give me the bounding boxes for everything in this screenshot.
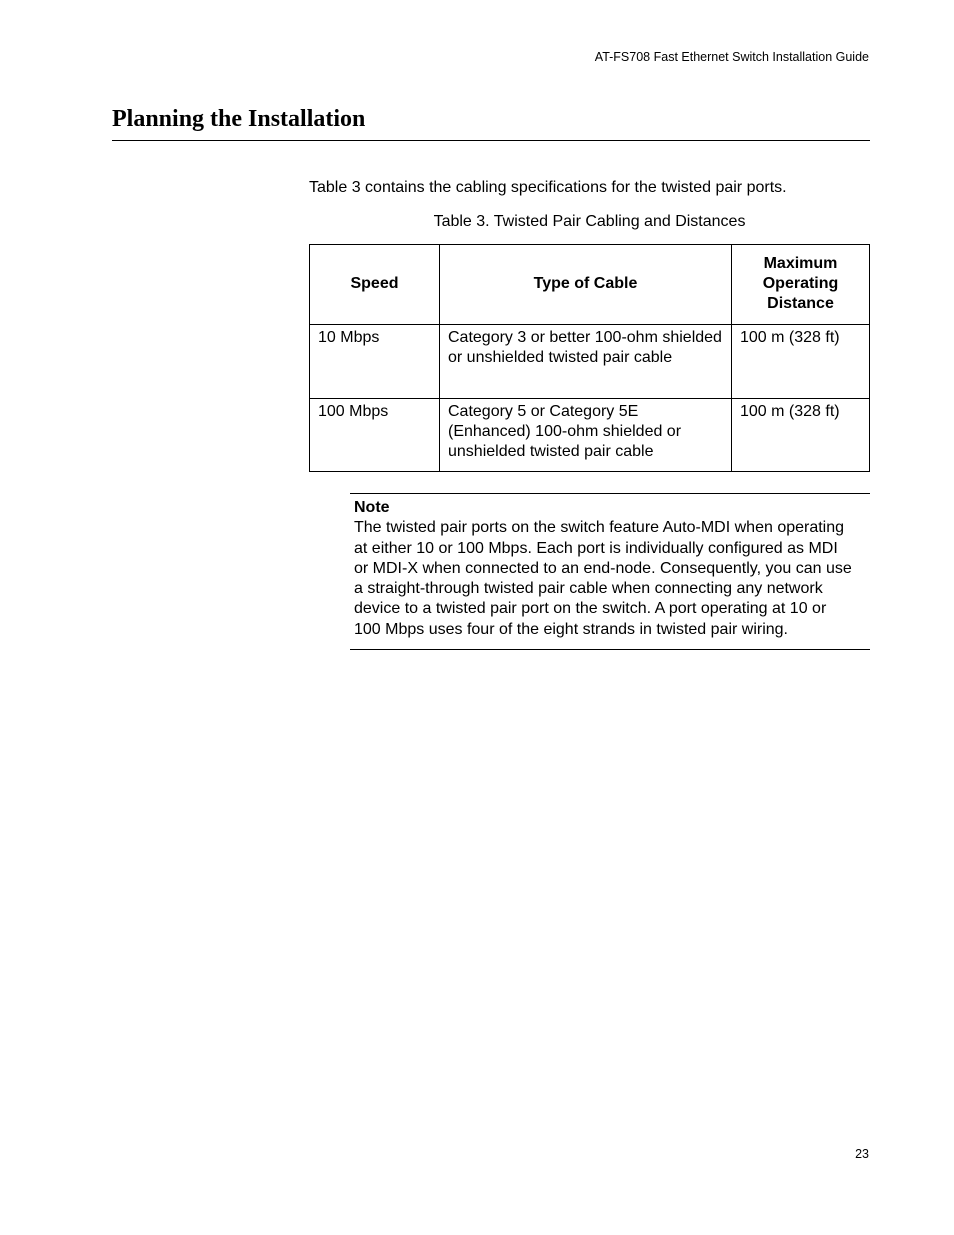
- cell-distance: 100 m (328 ft): [732, 399, 870, 472]
- table-row: [310, 399, 870, 472]
- cell-speed: 10 Mbps: [310, 325, 440, 399]
- section-heading: Planning the Installation: [112, 106, 366, 132]
- table-row: [310, 325, 870, 399]
- note-box: [350, 493, 870, 650]
- note-title: Note: [354, 499, 390, 516]
- page-number: 23: [855, 1147, 869, 1161]
- table-header-row: [310, 245, 870, 325]
- column-header-cable-type: Type of Cable: [440, 245, 732, 325]
- cell-distance: 100 m (328 ft): [732, 325, 870, 399]
- column-header-speed: Speed: [310, 245, 440, 325]
- cell-cable-type: Category 5 or Category 5E (Enhanced) 100-ohm shielded or unshielded twisted pair cable: [440, 399, 732, 472]
- heading-rule: [112, 140, 870, 141]
- cell-speed: 100 Mbps: [310, 399, 440, 472]
- intro-paragraph: Table 3 contains the cabling specifications for the twisted pair ports.: [309, 179, 787, 196]
- column-header-max-distance: Maximum Operating Distance: [732, 245, 870, 325]
- table-caption: Table 3. Twisted Pair Cabling and Distances: [433, 213, 746, 230]
- cabling-table: [309, 244, 870, 472]
- cell-cable-type: Category 3 or better 100-ohm shielded or unshielded twisted pair cable: [440, 325, 732, 399]
- running-header: AT-FS708 Fast Ethernet Switch Installation Guide: [594, 50, 869, 64]
- note-body: The twisted pair ports on the switch feature Auto-MDI when operating at either 10 or 100 Mbps. Each port is individually configured as MDI or MDI-X when connected to an end-node. Consequently, you can use a straight-through twisted pair cable when connecting any network device to a twisted pair port on the switch. A port operating at 10 or 100 Mbps uses four of the eight strands in twisted pair wiring.: [354, 519, 852, 638]
